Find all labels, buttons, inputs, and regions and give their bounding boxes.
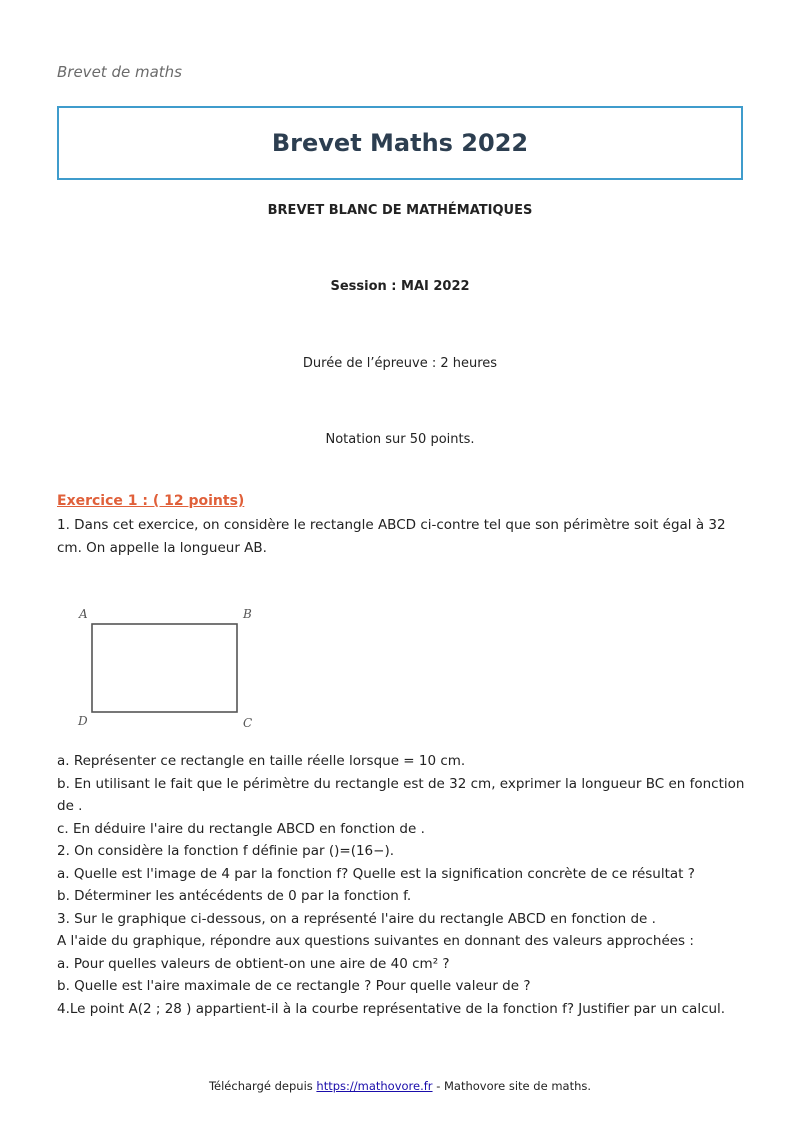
question-line: a. Représenter ce rectangle en taille réelle lorsque = 10 cm.: [57, 753, 466, 769]
footer-prefix: Téléchargé depuis: [208, 1079, 313, 1093]
exercise-1-paragraph: 1. Dans cet exercice, on considère le rectangle ABCD ci-contre tel que son périmètre soit égal à 32 cm. On appelle la longueur AB.: [57, 517, 726, 556]
question-line: c. En déduire l'aire du rectangle ABCD en fonction de .: [57, 820, 425, 837]
question-line: a. Quelle est l'image de 4 par la fonction f? Quelle est la signification concrète de ce résultat ?: [57, 865, 695, 882]
exercise-1-heading: Exercice 1 : ( 12 points): [57, 493, 245, 509]
rectangle-figure: [70, 603, 270, 737]
page-footer: [0, 1079, 800, 1093]
page-title: Brevet Maths 2022: [271, 129, 529, 157]
question-line: b. Quelle est l'aire maximale de ce rectangle ? Pour quelle valeur de ?: [57, 978, 531, 994]
rectangle-abcd-diagram: [70, 603, 270, 733]
footer-link[interactable]: https://mathovore.fr: [316, 1079, 433, 1093]
question-line: b. Déterminer les antécédents de 0 par la fonction f.: [57, 888, 412, 904]
session-line: Session : MAI 2022: [330, 279, 470, 294]
document-header-label: Brevet de maths: [57, 63, 182, 81]
notation-line: Notation sur 50 points.: [325, 432, 475, 447]
question-line: a. Pour quelles valeurs de obtient-on une aire de 40 cm² ?: [57, 955, 450, 972]
question-line: A l'aide du graphique, répondre aux questions suivantes en donnant des valeurs approchées :: [57, 933, 694, 949]
vertex-label-a: A: [79, 607, 88, 621]
subtitle: BREVET BLANC DE MATHÉMATIQUES: [267, 203, 533, 218]
question-line: b. En utilisant le fait que le périmètre du rectangle est de 32 cm, exprimer la longueur BC en fonction de .: [57, 775, 745, 814]
exercise-1-questions: [57, 750, 757, 1020]
rectangle-shape: [92, 624, 237, 712]
question-line: 4.Le point A(2 ; 28 ) appartient-il à la courbe représentative de la fonction f? Justifier par un calcul.: [57, 1000, 726, 1017]
vertex-label-b: B: [243, 607, 252, 621]
title-box: [57, 106, 743, 180]
question-line: 3. Sur le graphique ci-dessous, on a représenté l'aire du rectangle ABCD en fonction de .: [57, 910, 656, 927]
footer-suffix: - Mathovore site de maths.: [436, 1079, 592, 1093]
question-line: 2. On considère la fonction f définie par ()=(16−).: [57, 843, 395, 859]
duration-line: Durée de l’épreuve : 2 heures: [302, 356, 498, 371]
vertex-label-c: C: [243, 716, 253, 730]
vertex-label-d: D: [78, 714, 88, 728]
